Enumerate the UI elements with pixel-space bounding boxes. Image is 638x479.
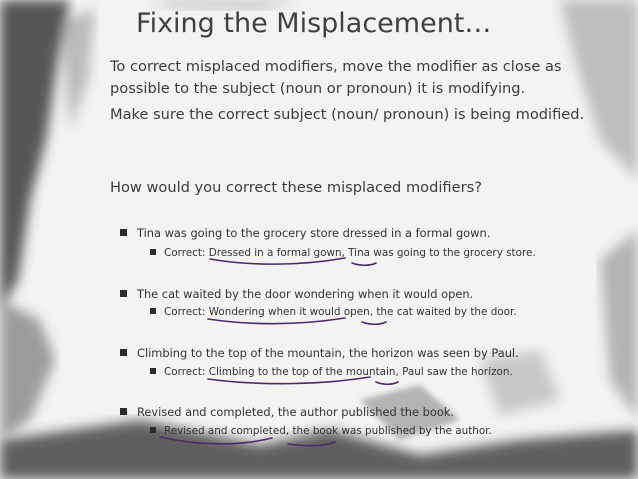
sentence-text: The cat waited by the door wondering when it would open. [137,287,474,301]
underline-mark [352,263,376,265]
correction-text: Correct: Climbing to the top of the mountain, Paul saw the horizon. [164,366,513,378]
underline-mark [208,318,345,324]
question-text: How would you correct these misplaced modifiers? [110,179,482,196]
underline-mark [288,442,335,446]
underline-mark [208,377,370,384]
correction-text: Revised and completed, the book was published by the author. [164,425,492,437]
correction-text: Correct: Dressed in a formal gown, Tina was going to the grocery store. [164,247,536,259]
intro-paragraph-1: To correct misplaced modifiers, move the modifier as close as possible to the subject (noun or pronoun) it is modifying. [110,58,562,97]
underline-mark [376,382,398,384]
underline-mark [210,258,345,264]
intro-paragraph-2: Make sure the correct subject (noun/ pronoun) is being modified. [110,106,585,123]
correction-text: Correct: Wondering when it would open, the cat waited by the door. [164,306,517,318]
underline-mark [362,322,386,324]
sentence-text: Tina was going to the grocery store dressed in a formal gown. [137,226,491,240]
underline-mark [160,437,272,444]
sentence-text: Climbing to the top of the mountain, the horizon was seen by Paul. [137,346,519,360]
sentence-text: Revised and completed, the author published the book. [137,405,455,419]
slide-title: Fixing the Misplacement… [136,8,492,39]
